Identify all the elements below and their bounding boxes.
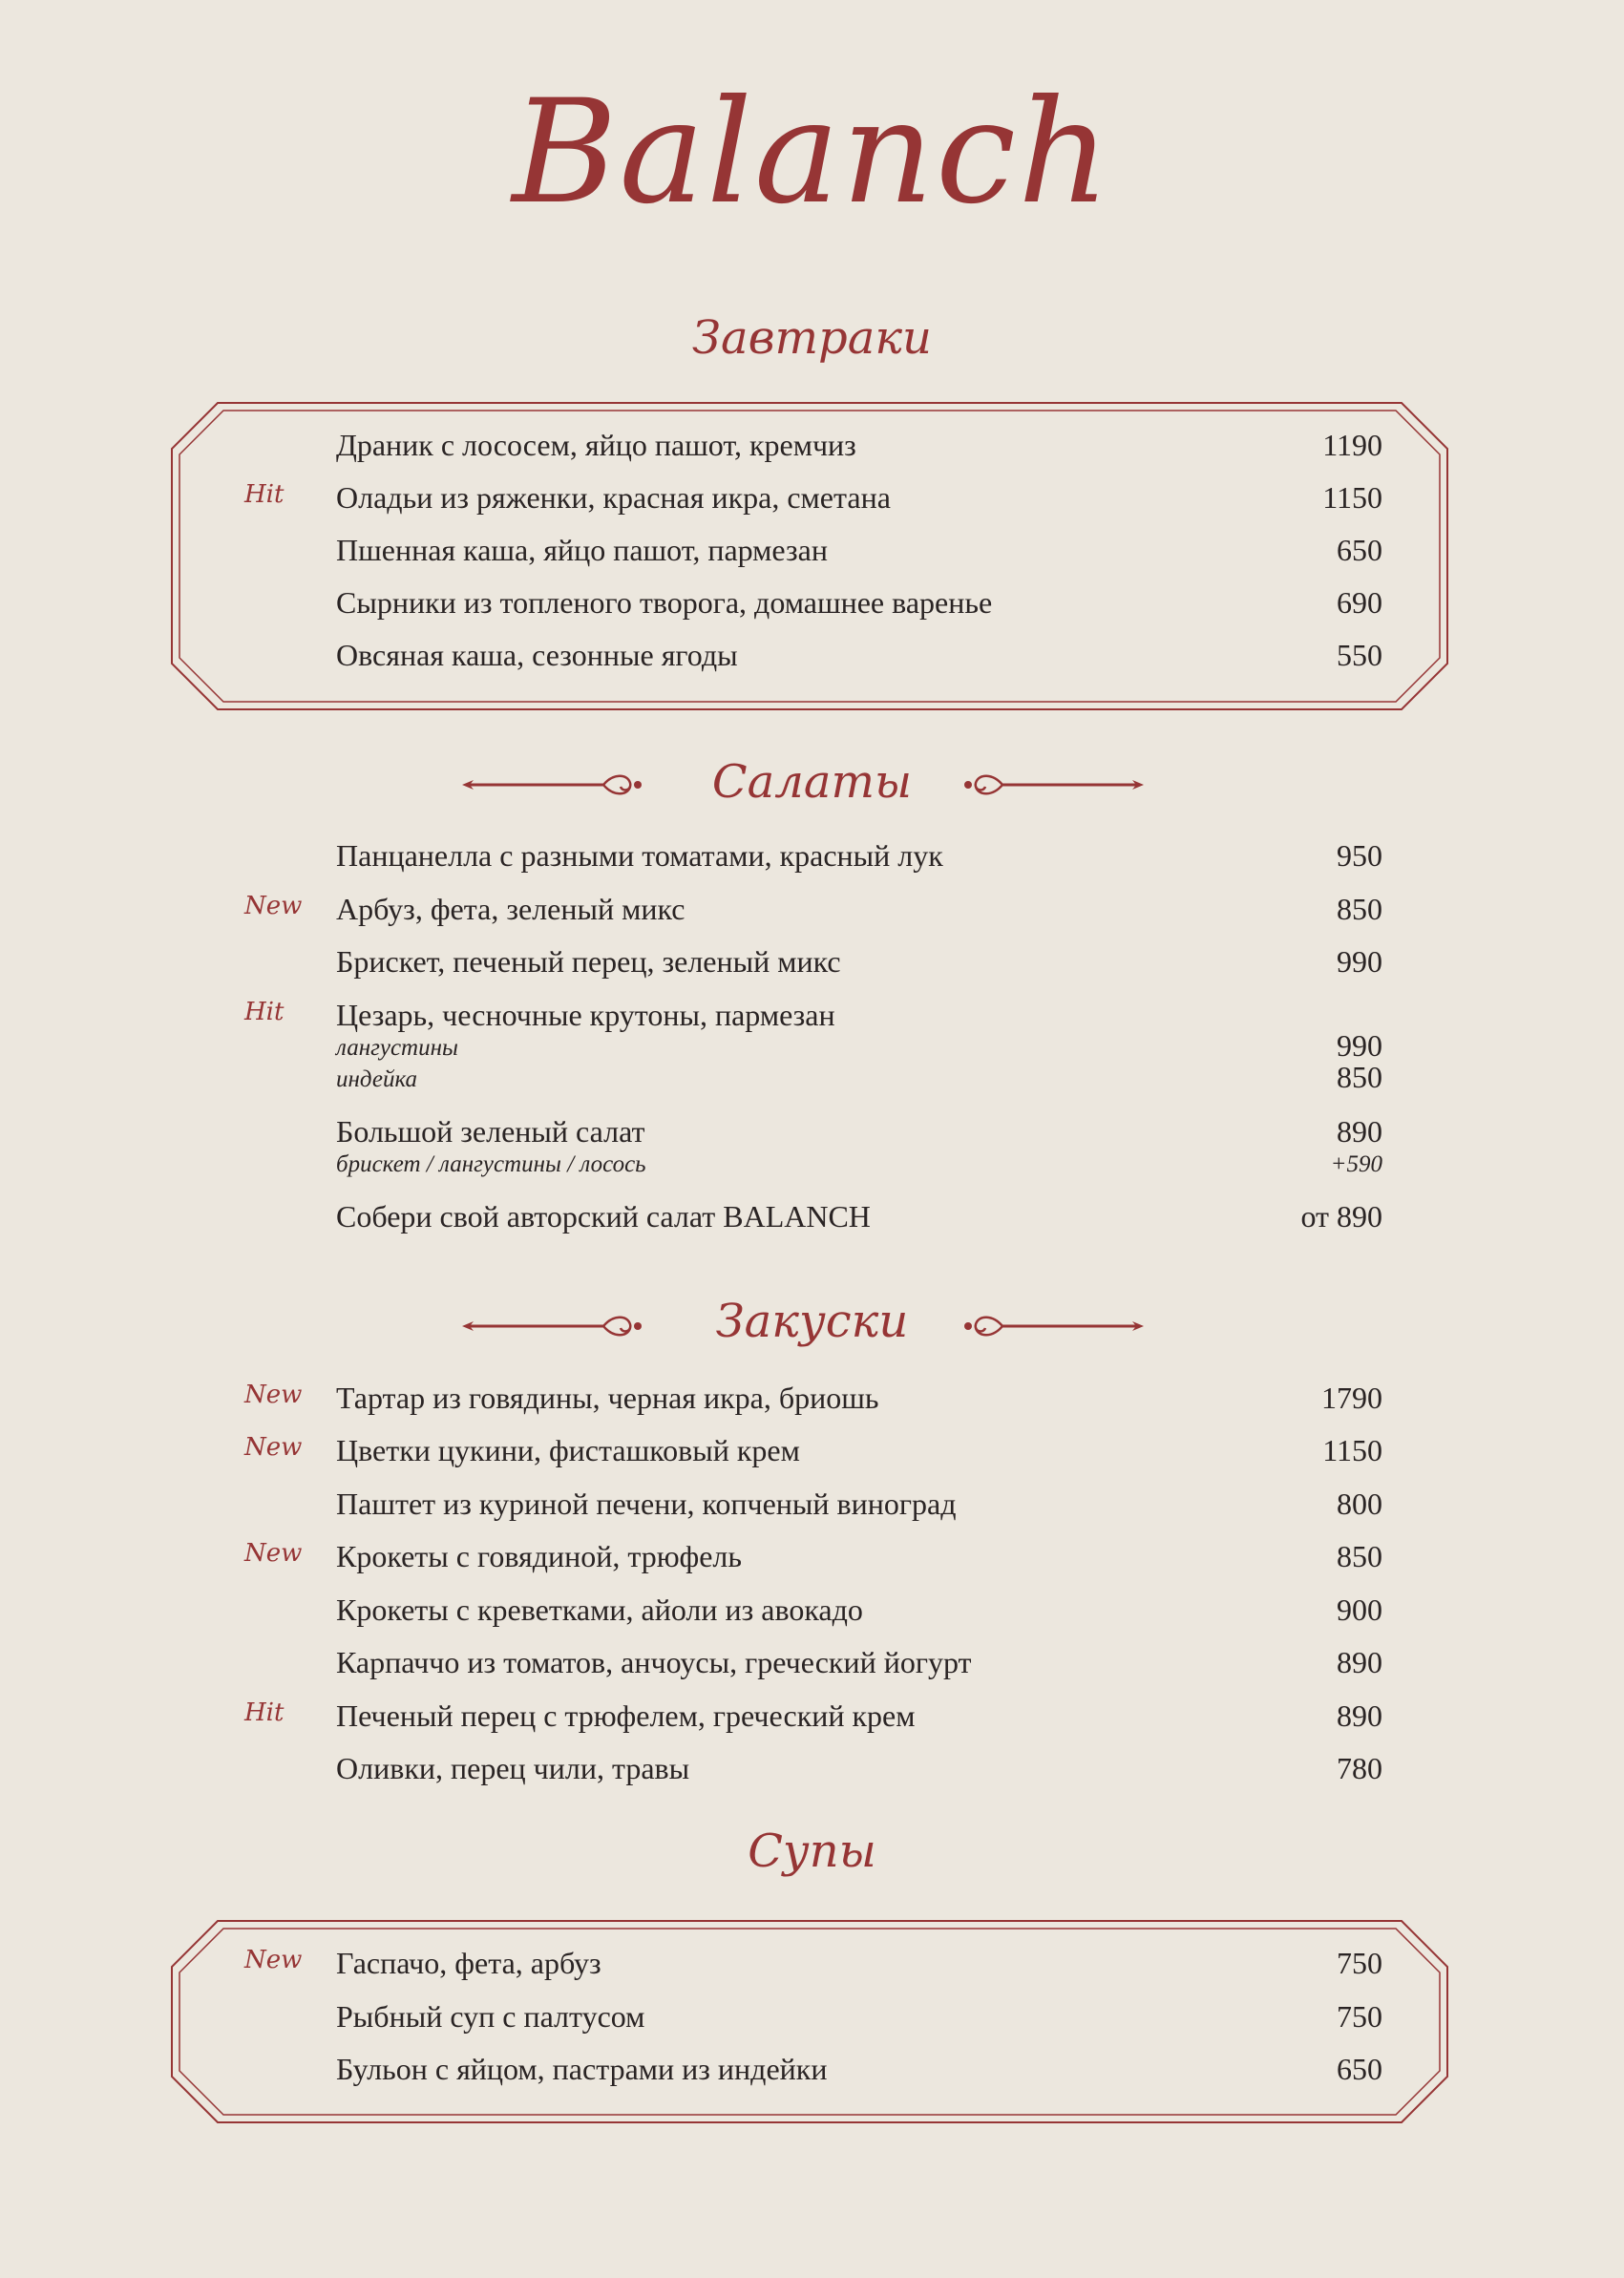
item-price: 750 (1337, 1999, 1382, 2034)
hit-badge: Hit (244, 998, 285, 1026)
option-price: +590 (1330, 1151, 1382, 1177)
section-heading-soups: Супы (748, 1825, 876, 1878)
menu-item (0, 533, 1624, 586)
new-badge: New (244, 892, 303, 920)
option-name: лангустины (336, 1035, 458, 1061)
menu-item (0, 585, 1624, 639)
menu-item (0, 638, 1624, 691)
menu-item (0, 1433, 1624, 1487)
menu-item (0, 2052, 1624, 2105)
item-name: Гаспачо, фета, арбуз (336, 1946, 601, 1980)
item-price: 850 (1337, 892, 1382, 926)
section-heading-salads: Салаты (711, 755, 913, 809)
item-price: 890 (1337, 1698, 1382, 1733)
item-name: Панцанелла с разными томатами, красный лук (336, 838, 943, 873)
item-name: Печеный перец с трюфелем, греческий крем (336, 1698, 916, 1733)
menu-item (0, 1645, 1624, 1698)
item-name: Карпаччо из томатов, анчоусы, греческий йогурт (336, 1645, 972, 1679)
item-name: Оливки, перец чили, травы (336, 1751, 690, 1785)
item-price: 1190 (1322, 428, 1382, 462)
new-badge: New (244, 1946, 303, 1974)
menu-item (0, 838, 1624, 892)
menu-item (0, 428, 1624, 481)
new-badge: New (244, 1539, 303, 1568)
item-price: 850 (1337, 1539, 1382, 1573)
item-name: Арбуз, фета, зеленый микс (336, 892, 685, 926)
menu-item (0, 1487, 1624, 1540)
menu-item (0, 944, 1624, 998)
item-name: Бульон с яйцом, пастрами из индейки (336, 2052, 828, 2086)
item-name: Большой зеленый салат (336, 1114, 645, 1149)
menu-item (0, 1539, 1624, 1592)
item-name: Брискет, печеный перец, зеленый микс (336, 944, 841, 979)
item-name: Сырники из топленого творога, домашнее варенье (336, 585, 993, 620)
item-price: 650 (1337, 533, 1382, 567)
menu-item (0, 1751, 1624, 1804)
item-name: Собери свой авторский салат BALANCH (336, 1199, 871, 1234)
new-badge: New (244, 1381, 303, 1409)
section-heading-snacks: Закуски (715, 1295, 909, 1348)
new-badge: New (244, 1433, 303, 1462)
item-name: Крокеты с говядиной, трюфель (336, 1539, 742, 1573)
restaurant-title: Balanch (512, 70, 1112, 236)
item-price: 1150 (1322, 1433, 1382, 1467)
item-price: 800 (1337, 1487, 1382, 1521)
menu-item (0, 1199, 1624, 1253)
hit-badge: Hit (244, 480, 285, 509)
item-name: Цезарь, чесночные крутоны, пармезан (336, 998, 835, 1032)
option-price: 850 (1337, 1060, 1382, 1094)
item-name: Пшенная каша, яйцо пашот, пармезан (336, 533, 828, 567)
item-price: 900 (1337, 1592, 1382, 1627)
item-name: Драник с лососем, яйцо пашот, кремчиз (336, 428, 856, 462)
menu-item (0, 480, 1624, 534)
menu-item (0, 1114, 1624, 1181)
option-price: 990 (1337, 1028, 1382, 1063)
menu-item (0, 1592, 1624, 1646)
option-name: брискет / лангустины / лосось (336, 1151, 646, 1177)
item-price: 1790 (1321, 1381, 1382, 1415)
menu-item (0, 1999, 1624, 2053)
item-name: Тартар из говядины, черная икра, бриошь (336, 1381, 879, 1415)
ornament-right-icon (960, 766, 1146, 808)
item-price: 950 (1337, 838, 1382, 873)
item-price: 690 (1337, 585, 1382, 620)
item-name: Оладьи из ряженки, красная икра, сметана (336, 480, 891, 515)
item-name: Овсяная каша, сезонные ягоды (336, 638, 738, 672)
item-price: от 890 (1300, 1199, 1382, 1234)
item-price: 990 (1337, 944, 1382, 979)
menu-item (0, 1381, 1624, 1434)
item-name: Цветки цукини, фисташковый крем (336, 1433, 800, 1467)
section-heading-breakfast: Завтраки (692, 311, 932, 365)
hit-badge: Hit (244, 1698, 285, 1727)
menu-item (0, 1946, 1624, 1999)
item-price: 780 (1337, 1751, 1382, 1785)
item-price: 650 (1337, 2052, 1382, 2086)
item-price: 890 (1337, 1114, 1382, 1149)
menu-item (0, 1698, 1624, 1752)
item-name: Рыбный суп с палтусом (336, 1999, 645, 2034)
item-price: 750 (1337, 1946, 1382, 1980)
item-price: 890 (1337, 1645, 1382, 1679)
menu-item (0, 892, 1624, 945)
item-name: Крокеты с креветками, айоли из авокадо (336, 1592, 863, 1627)
item-price: 550 (1337, 638, 1382, 672)
item-price: 1150 (1322, 480, 1382, 515)
option-name: индейка (336, 1066, 418, 1092)
menu-item (0, 998, 1624, 1103)
item-name: Паштет из куриной печени, копченый виноград (336, 1487, 957, 1521)
ornament-right-icon (960, 1307, 1146, 1349)
